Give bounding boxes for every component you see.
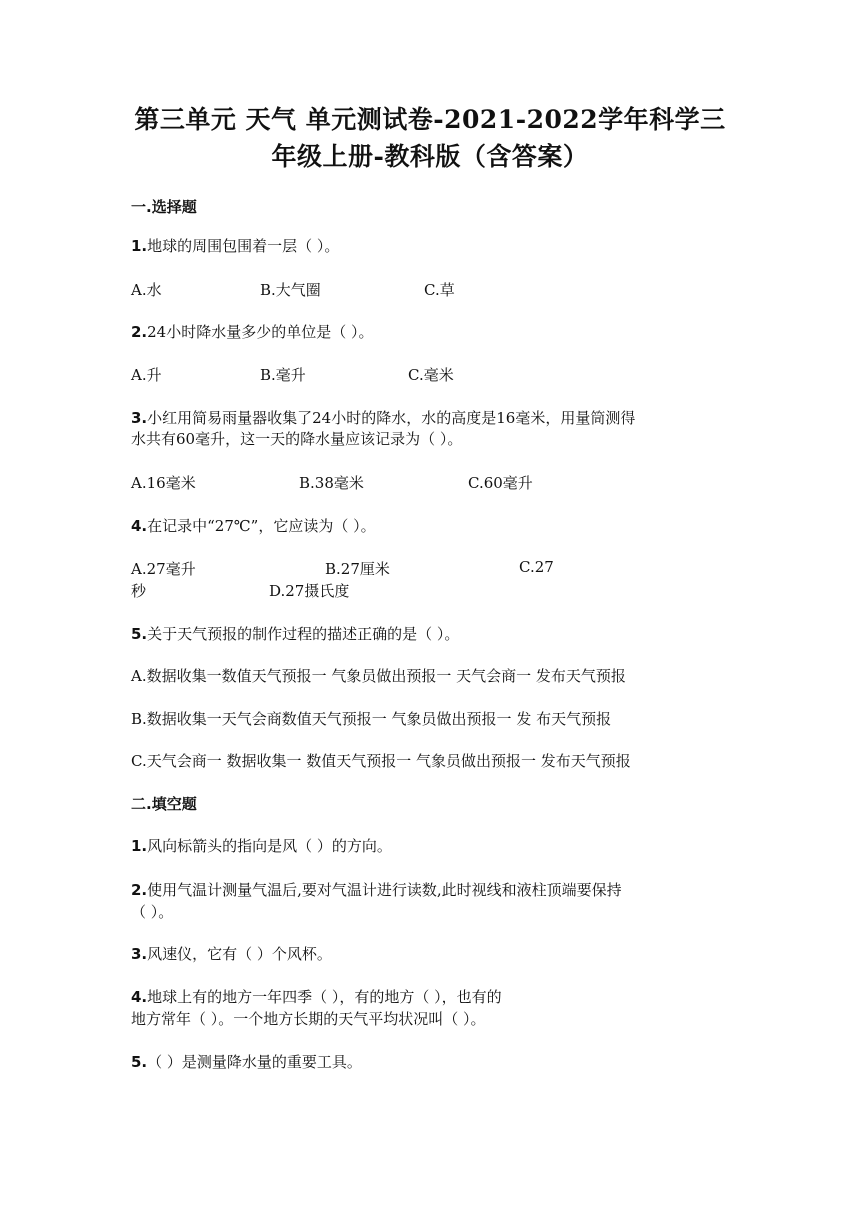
option-d: D.27摄氏度 <box>269 582 350 600</box>
question-number: 3. <box>131 409 148 427</box>
question-text: 在记录中“27℃”，它应读为（ ）。 <box>147 517 376 535</box>
page-title-line2: 年级上册-教科版（含答案） <box>271 142 589 171</box>
question-3-line2: 水共有60毫升，这一天的降水量应该记录为（ ）。 <box>131 430 463 448</box>
option-c: C.27 <box>519 558 554 576</box>
option-c: C.毫米 <box>408 366 454 384</box>
option-a: A.27毫升 <box>131 560 196 578</box>
option-b: B.38毫米 <box>299 474 364 492</box>
option-c: C.60毫升 <box>468 474 533 492</box>
option-b: B.27厘米 <box>325 560 390 578</box>
fill-question-3 <box>131 942 731 966</box>
question-number: 2. <box>131 881 148 899</box>
question-4 <box>131 514 731 538</box>
fill-question-2-line2: （ ）。 <box>131 903 174 921</box>
question-2 <box>131 320 731 344</box>
question-text: 使用气温计测量气温后,要对气温计进行读数,此时视线和液柱顶端要保持 <box>147 881 622 899</box>
option-c: C.草 <box>424 281 455 299</box>
fill-question-2 <box>131 878 731 902</box>
question-text: 地球上有的地方一年四季（ ），有的地方（ ），也有的 <box>147 988 502 1006</box>
section-heading-choice: 一.选择题 <box>131 198 197 216</box>
fill-question-4 <box>131 985 731 1009</box>
question-text: 风速仪，它有（ ）个风杯。 <box>147 945 332 963</box>
question-text: 24小时降水量多少的单位是（ ）。 <box>147 323 374 341</box>
question-3 <box>131 406 731 430</box>
question-text: （ ）是测量降水量的重要工具。 <box>147 1053 362 1071</box>
section-heading-fill: 二.填空题 <box>131 795 197 813</box>
fill-question-4-line2: 地方常年（ ）。一个地方长期的天气平均状况叫（ ）。 <box>131 1010 486 1028</box>
question-number: 4. <box>131 517 148 535</box>
option-b: B.大气圈 <box>260 281 321 299</box>
option-a: A.水 <box>131 281 162 299</box>
option-a: A.升 <box>131 366 162 384</box>
question-number: 4. <box>131 988 148 1006</box>
question-text: 小红用简易雨量器收集了24小时的降水，水的高度是16毫米，用量筒测得 <box>147 409 636 427</box>
option-c: C.天气会商一 数据收集一 数值天气预报一 气象员做出预报一 发布天气预报 <box>131 752 631 770</box>
question-text: 地球的周围包围着一层（ ）。 <box>147 237 340 255</box>
question-text: 风向标箭头的指向是风（ ）的方向。 <box>147 837 392 855</box>
question-5 <box>131 622 731 646</box>
question-number: 2. <box>131 323 148 341</box>
option-a: A.16毫米 <box>131 474 196 492</box>
page-title-line1: 第三单元 天气 单元测试卷-2021-2022学年科学三 <box>134 105 726 134</box>
question-number: 1. <box>131 837 148 855</box>
question-text: 关于天气预报的制作过程的描述正确的是（ ）。 <box>147 625 460 643</box>
option-c-continued: 秒 <box>131 582 147 600</box>
option-b: B.毫升 <box>260 366 306 384</box>
fill-question-5 <box>131 1050 731 1074</box>
question-number: 3. <box>131 945 148 963</box>
question-number: 5. <box>131 1053 148 1071</box>
option-a: A.数据收集一数值天气预报一 气象员做出预报一 天气会商一 发布天气预报 <box>131 667 626 685</box>
question-number: 5. <box>131 625 148 643</box>
question-number: 1. <box>131 237 148 255</box>
option-b: B.数据收集一天气会商数值天气预报一 气象员做出预报一 发 布天气预报 <box>131 710 612 728</box>
question-1 <box>131 234 731 258</box>
fill-question-1 <box>131 834 731 858</box>
